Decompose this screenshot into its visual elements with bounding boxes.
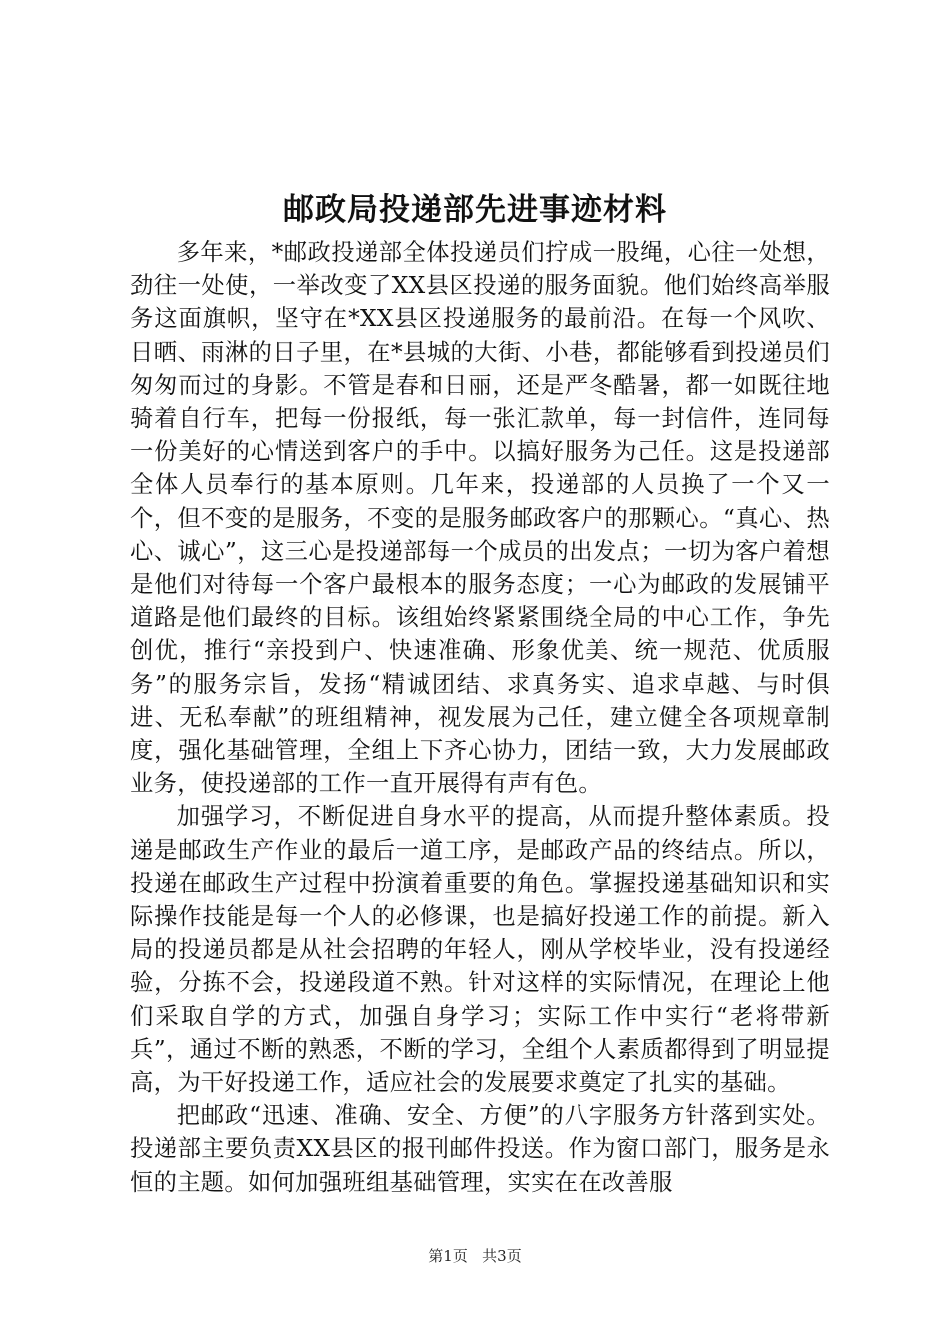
document-body [130,236,830,1199]
paragraph-2: 加强学习，不断促进自身水平的提高，从而提升整体素质。投递是邮政生产作业的最后一道工序，是邮政产品的终结点。所以，投递在邮政生产过程中扮演着重要的角色。掌握投递基础知识和实际操作技能是每一个人的必修课，也是搞好投递工作的前提。新入局的投递员都是从社会招聘的年轻人，刚从学校毕业，没有投递经验，分拣不会，投递段道不熟。针对这样的实际情况，在理论上他们采取自学的方式，加强自身学习；实际工作中实行“老将带新兵”，通过不断的熟悉，不断的学习，全组个人素质都得到了明显提高，为干好投递工作，适应社会的发展要求奠定了扎实的基础。 [130,803,830,1097]
paragraph-3: 把邮政“迅速、准确、安全、方便”的八字服务方针落到实处。投递部主要负责XX县区的报刊邮件投送。作为窗口部门，服务是永恒的主题。如何加强班组基础管理，实实在在改善服 [130,1102,830,1196]
page-spacer [473,1247,478,1265]
page-footer [0,1245,950,1267]
page-total: 共3页 [482,1247,522,1265]
document-title: 邮政局投递部先进事迹材料 [283,192,667,228]
paragraph-1: 多年来，*邮政投递部全体投递员们拧成一股绳，心往一处想，劲往一处使，一举改变了XX县区投递的服务面貌。他们始终高举服务这面旗帜，坚守在*XX县区投递服务的最前沿。在每一个风吹、日晒、雨淋的日子里，在*县城的大街、小巷，都能够看到投递员们匆匆而过的身影。不管是春和日丽，还是严冬酷暑，都一如既往地骑着自行车，把每一份报纸，每一张汇款单，每一封信件，连同每一份美好的心情送到客户的手中。以搞好服务为己任。这是投递部全体人员奉行的基本原则。几年来，投递部的人员换了一个又一个，但不变的是服务，不变的是服务邮政客户的那颗心。“真心、热心、诚心”，这三心是投递部每一个成员的出发点；一切为客户着想是他们对待每一个客户最根本的服务态度；一心为邮政的发展铺平道路是他们最终的目标。该组始终紧紧围绕全局的中心工作，争先创优，推行“亲投到户、快速准确、形象优美、统一规范、优质服务”的服务宗旨，发扬“精诚团结、求真务实、追求卓越、与时俱进、无私奉献”的班组精神，视发展为己任，建立健全各项规章制度，强化基础管理，全组上下齐心协力，团结一致，大力发展邮政业务，使投递部的工作一直开展得有声有色。 [130,239,830,798]
page-number: 第1页 [428,1247,468,1265]
